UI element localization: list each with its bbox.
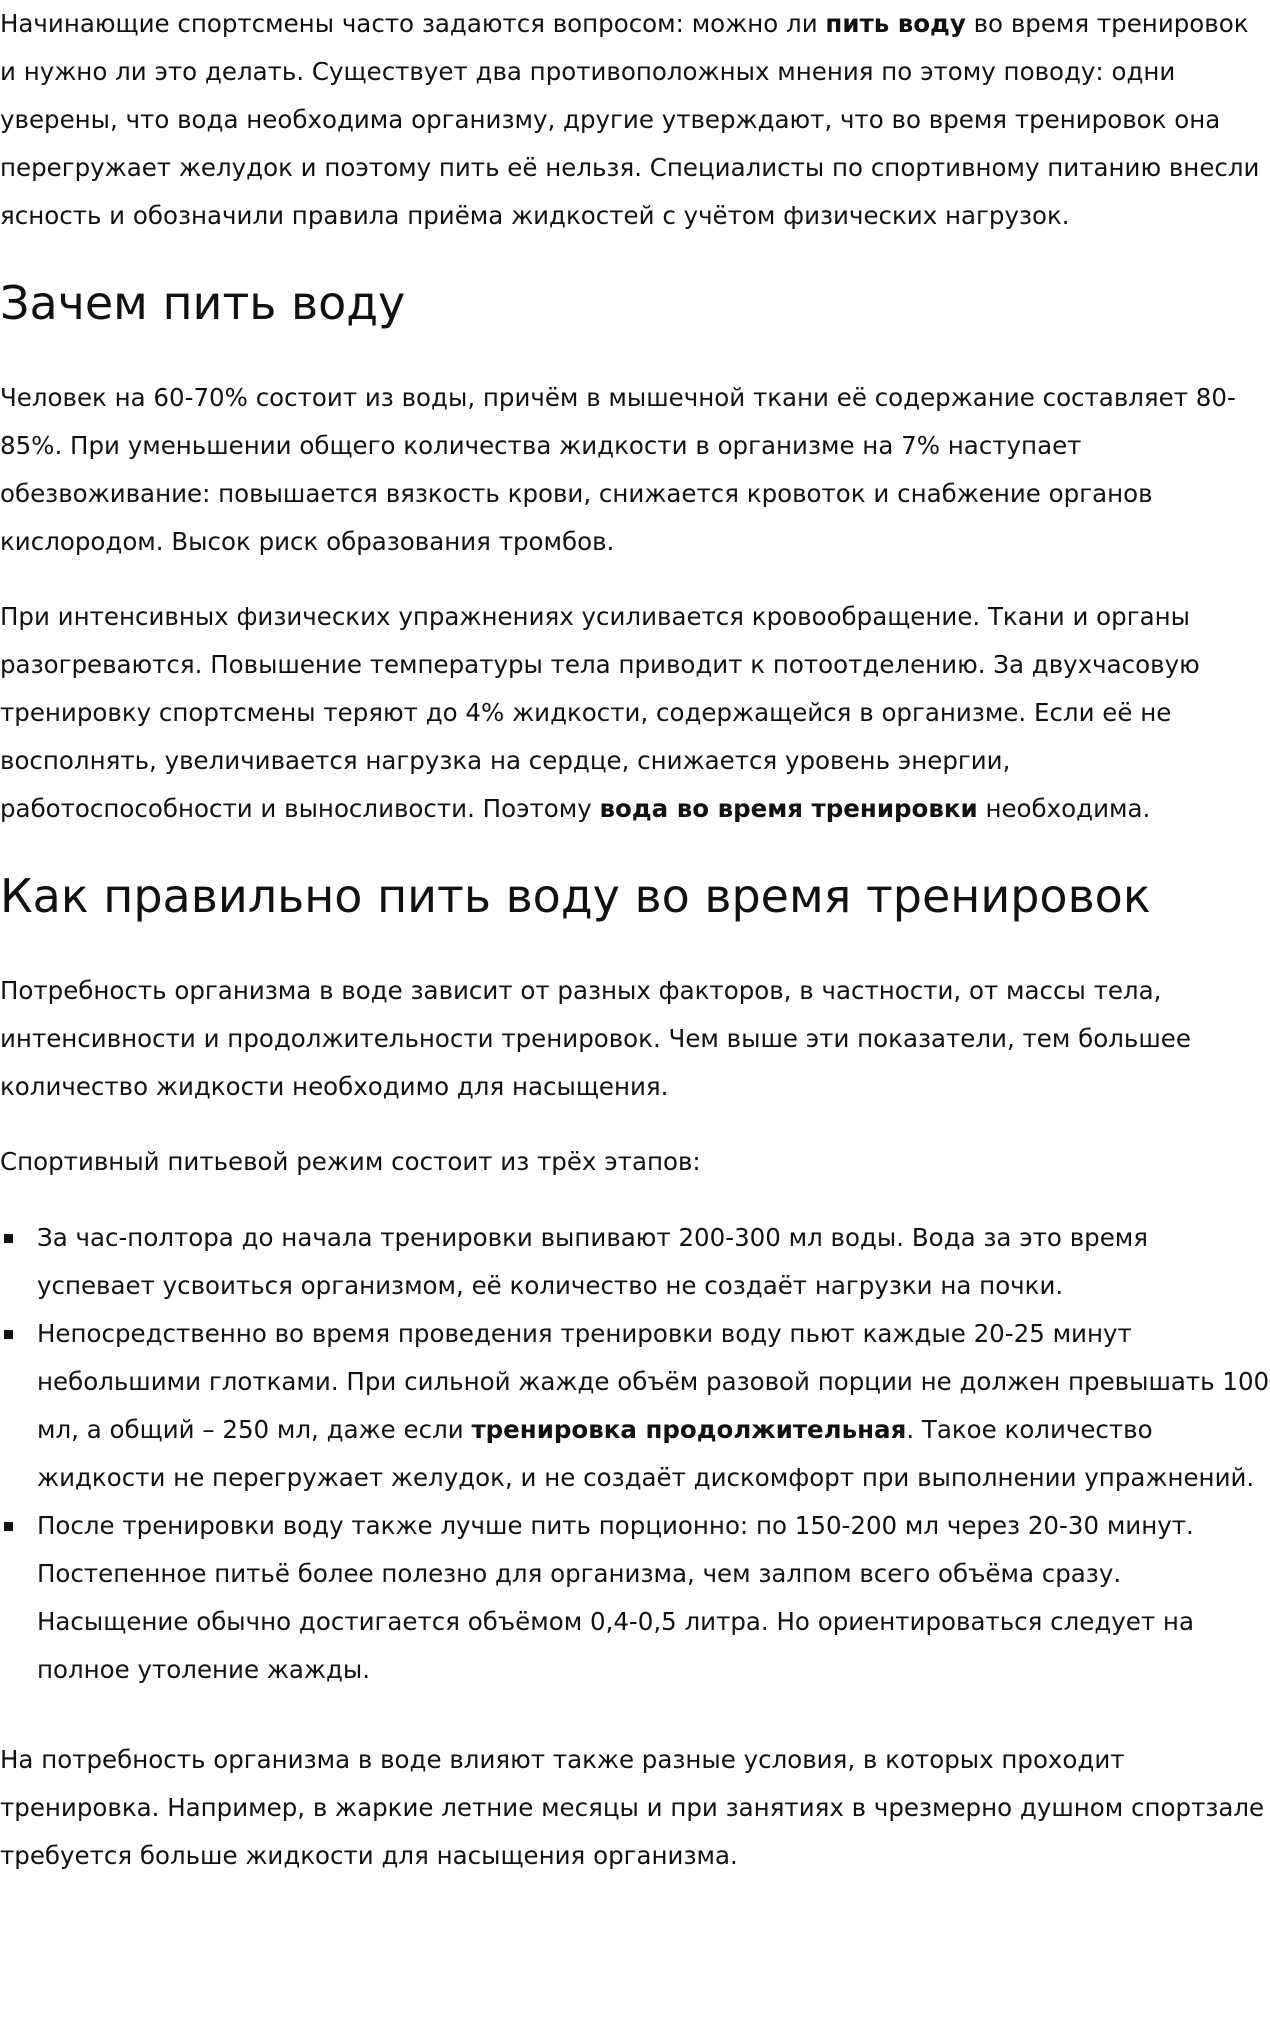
paragraph-three-stages-intro: Спортивный питьевой режим состоит из трёх этапов: [0, 1147, 701, 1176]
heading-how-to-drink: Как правильно пить воду во время тренировок [0, 869, 1151, 923]
bullet-square-icon [4, 1330, 13, 1339]
list-item [37, 1502, 1270, 1694]
intro-text-1: Начинающие спортсмены часто задаются вопросом: можно ли [0, 9, 826, 38]
heading-why-drink-water: Зачем пить воду [0, 276, 406, 330]
intro-paragraph [0, 0, 1270, 240]
bullet-square-icon [4, 1234, 13, 1243]
intro-text-2: во время тренировок и нужно ли это делать. Существует два противоположных мнения по этому поводу: одни уверены, что вода необходима организму, другие утверждают, что во время тренировок она перегружает желудок и поэтому пить её нельзя. Специалисты по спортивному питанию внесли ясность и обозначили правила приёма жидкостей с учётом физических нагрузок. [0, 9, 1260, 230]
paragraph-needs-factors: Потребность организма в воде зависит от разных факторов, в частности, от массы тела, интенсивности и продолжительности тренировок. Чем выше эти показатели, тем большее количество жидкости необходимо для насыщения. [0, 976, 1191, 1101]
bullet-square-icon [4, 1522, 13, 1531]
paragraph-body-water-content: Человек на 60-70% состоит из воды, причём в мышечной ткани её содержание составляет 80-85%. При уменьшении общего количества жидкости в организме на 7% наступает обезвоживание: повышается вязкость крови, снижается кровоток и снабжение органов кислородом. Высок риск образования тромбов. [0, 383, 1236, 556]
list-item-bold: тренировка продолжительная [471, 1415, 907, 1444]
paragraph-intense-exercise [0, 593, 1270, 833]
list-item-text-1: Непосредственно во время проведения тренировки воду пьют каждые 20-25 минут небольшими глотками. При сильной жажде объём разовой порции не должен превышать 100 мл, а общий – 250 мл, даже если [37, 1319, 1270, 1444]
list-item-text: После тренировки воду также лучше пить порционно: по 150-200 мл через 20-30 минут. Постепенное питьё более полезно для организма, чем залпом всего объёма сразу. Насыщение обычно достигается объёмом 0,4-0,5 литра. Но ориентироваться следует на полное утоление жажды. [37, 1511, 1194, 1684]
paragraph-intense-text-1: При интенсивных физических упражнениях усиливается кровообращение. Ткани и органы разогреваются. Повышение температуры тела приводит к потоотделению. За двухчасовую тренировку спортсмены теряют до 4% жидкости, содержащейся в организме. Если её не восполнять, увеличивается нагрузка на сердце, снижается уровень энергии, работоспособности и выносливости. Поэтому [0, 602, 1200, 823]
list-item [37, 1310, 1270, 1502]
list-item-text-2: . Такое количество жидкости не перегружает желудок, и не создаёт дискомфорт при выполнении упражнений. [37, 1415, 1255, 1492]
list-item [37, 1214, 1270, 1310]
paragraph-intense-bold: вода во время тренировки [599, 794, 978, 823]
paragraph-conditions: На потребность организма в воде влияют также разные условия, в которых проходит тренировка. Например, в жаркие летние месяцы и при занятиях в чрезмерно душном спортзале требуется больше жидкости для насыщения организма. [0, 1745, 1265, 1870]
paragraph-intense-text-2: необходима. [977, 794, 1151, 823]
intro-bold-drink-water: пить воду [825, 9, 966, 38]
list-item-text: За час-полтора до начала тренировки выпивают 200-300 мл воды. Вода за это время успевает усвоиться организмом, её количество не создаёт нагрузки на почки. [37, 1223, 1148, 1300]
stages-list [0, 1214, 1270, 1694]
